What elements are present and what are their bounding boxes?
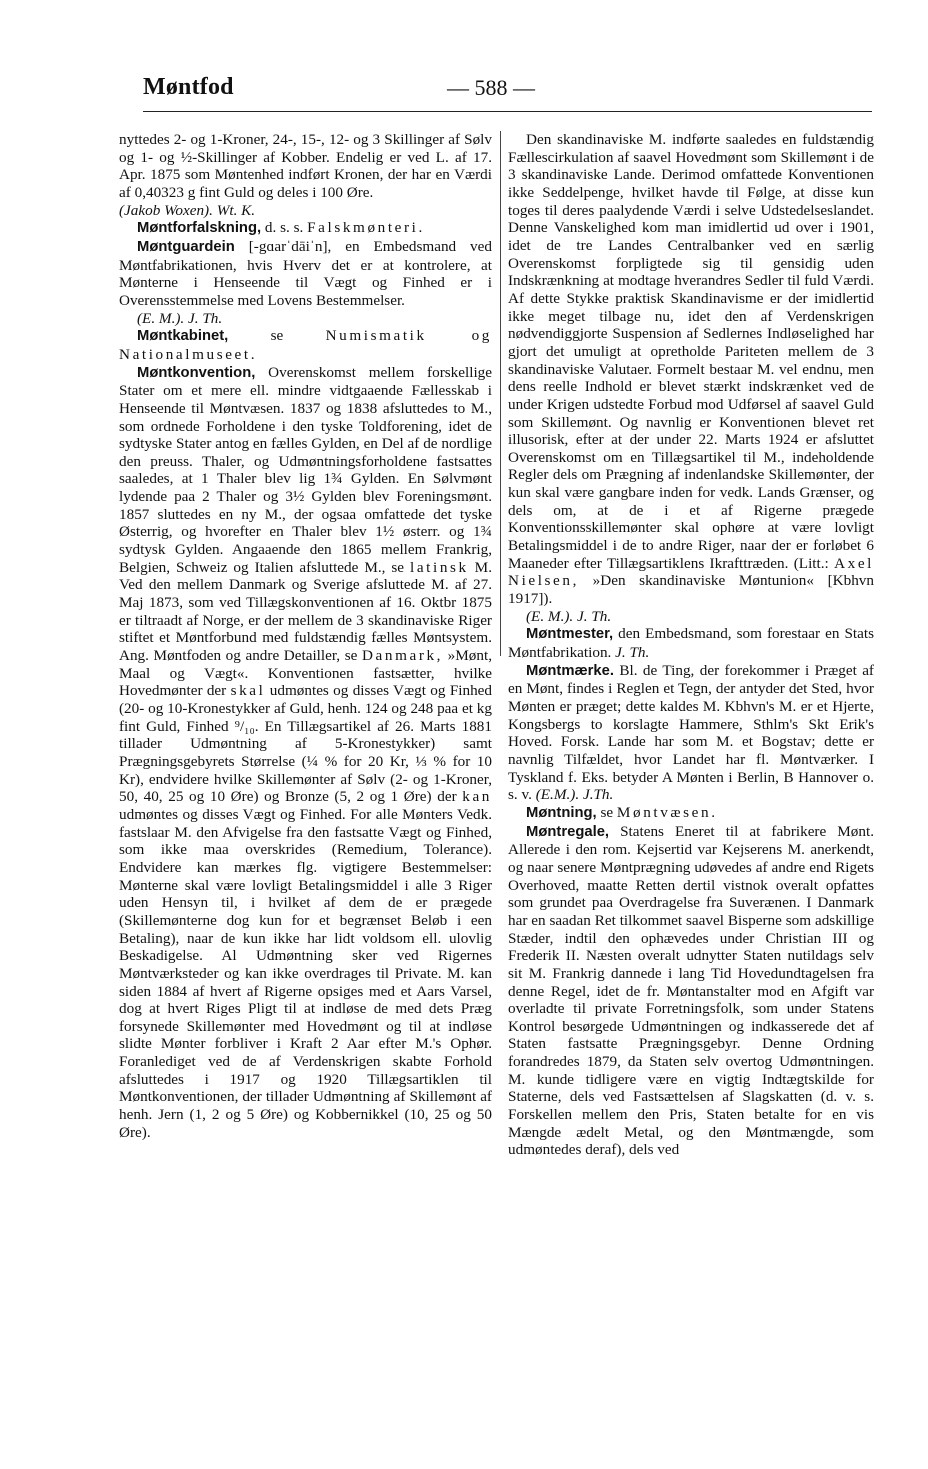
author-signature: (E.M.). J.Th. xyxy=(535,786,614,804)
continued-paragraph: nyttedes 2- og 1-Kroner, 24-, 15-, 12- og 3 Skillinger af Sølv og 1- og ½-Skillinger af Kobber. Endelig er ved L. af 17. Apr. 1875 som Møntenhed indført Kronen, der har en Værdi af 0,40323 g fint Guld og deles i 100 Øre. (Jakob Woxen). Wt. K. xyxy=(119,131,492,219)
author-signature: (Jakob Woxen). Wt. K. xyxy=(119,201,256,219)
entry-montmester: Møntmester, den Embedsmand, som forestaar en Stats Møntfabrikation. J. Th. xyxy=(508,625,874,662)
emphasis-spaced: kan xyxy=(462,788,492,806)
author-signature: J. Th. xyxy=(615,644,650,662)
header-rule xyxy=(143,111,872,112)
entry-headword: Møntregale, xyxy=(526,823,610,840)
author-signature: (E. M.). J. Th. xyxy=(137,309,223,327)
entry-montkabinet: Møntkabinet, se Numismatik og Nationalmuseet. xyxy=(119,327,492,363)
column-divider xyxy=(500,131,501,656)
entry-headword: Møntmærke. xyxy=(526,662,614,679)
right-column xyxy=(508,131,874,1159)
entry-montregale: Møntregale, Statens Eneret til at fabrikere Mønt. Allerede i den rom. Kejsertid var Kejserens M. anerkendt, og naar senere Møntprægning udøvedes af andre end Rigets Overhoved, maatte Retten dertil vistnok overalt opfattes som grundet paa Overdragelse fra Suverænen. I Danmark har en saadan Ret tilkommet saavel Bisperne som adskillige Stæder, indtil den ophævedes under Christian III og Frederik II. Næsten overalt udnytter Staten nutildags selv sit M. Frankrig dannede i lang Tid Hovedundtagelsen fra denne Regel, idet de fr. Møntanstalter mod en Afgift var overladte til private Forretningsfolk, som under Statens Kontrol besørgede Udmøntningen og indkasserede det af Staten fastsatte Prægningsgebyr. Denne Ordning forandredes 1879, da Staten selv overtog Udmøntningen. M. kunde tidligere være en vigtig Indtægtskilde for Staterne, dels ved Fastsættelsen af Slagskatten (d. v. s. Forskellen mellem den Pris, Staten betalte for en vis Mængde ædelt Metal, og den Møntmængde, som udmøntedes deraf), dels ved xyxy=(508,822,874,1159)
cross-reference: Danmark, xyxy=(361,647,444,665)
cross-reference: Numismatik og Nationalmuseet. xyxy=(119,327,492,363)
continued-paragraph: Den skandinaviske M. indførte saaledes en fuldstændig Fællescirkulation af saavel Hovedmønt som Skillemønt i de 3 skandinaviske Lande. Derimod omfattede Konventionen ikke Seddelpenge, hvilket havde til Følge, at disse kun toges til deres paalydende Værdi i selve Udstedelseslandet. Denne Vanskelighed kom man imidlertid ud over i 1901, idet de tre Landes Centralbanker ved en særlig Overenskomst forpligtede sig til gensidig uden Indskrænkning at modtage hverandres Sedler til fuld Værdi. Af dette Stykke praktisk Skandinavisme er der imidlertid ikke meget tilbage nu, idet den af Verdenskrigen nødvendiggjorte Suspension af Sedlernes Indløselighed har gjort det umuligt at opretholde Pariteten mellem de 3 skandinaviske Valutaer. Formelt bestaar M. vel endnu, men dens reelle Indhold er blevet stærkt indskrænket ved de under Krigen udstedte Forbud mod Udførsel af saavel Guld som Skillemønt. Og navnlig er Konventionen blevet ret illusorisk, efter at der under 22. Marts 1924 er afsluttet Overenskomst om en Tillægsartikel til M., indeholdende Regler dels om Prægning af indenlandske Skillemønter, der kun skal være gangbare inden for vedk. Lands Grænser, og dels om, at de i et af Rigerne prægede Konventionsskillemønter skal ophøre at være lovligt Betalingsmiddel i de to andre Riger, naar der er forløbet 6 Maaneder efter Tillægsartiklens Ikrafttræden. (Litt.: Axel Nielsen, »Den skandinaviske Møntunion« [Kbhvn 1917]). (E. M.). J. Th. xyxy=(508,131,875,625)
entry-headword: Møntmester, xyxy=(526,626,614,643)
entry-headword: Møntforfalskning, xyxy=(137,220,262,237)
running-head-title: Møntfod xyxy=(143,74,234,100)
page-number: — 588 — xyxy=(447,75,535,100)
entry-montforfalskning: Møntforfalskning, d. s. s. Falskmønteri. xyxy=(137,219,425,237)
cross-reference: latinsk xyxy=(410,558,469,576)
cross-reference: Møntvæsen. xyxy=(616,803,718,821)
author-signature: (E. M.). J. Th. xyxy=(526,607,612,625)
entry-montguardein: Møntguardein [-gɑarˈdāiˈn], en Embedsmand ved Møntfabrikationen, hvis Hverv det er at kontrolere, at Mønterne i Henseende til Vægt og Finhed er i Overensstemmelse med Lovens Bestemmelser. (E. M.). J. Th. xyxy=(119,237,492,327)
literature-author: Axel Nielsen, xyxy=(508,554,875,590)
entry-headword: Møntkabinet, xyxy=(137,328,229,345)
entry-montmaerke: Møntmærke. Bl. de Ting, der forekommer i Præget af en Mønt, findes i Reglen et Tegn, der antyder det Sted, hvor Mønten er præget; dette kaldes M. Kbhvn's M. er et Hjerte, Kongsbergs to korslagte Hammere, Sthlm's Skt Erik's Hoved. Forsk. Lande har som M. et Bogstav; dette er navnlig Tilfældet, hvor Landet har fl. Møntværker. I Tyskland f. Eks. betyder A Mønten i Berlin, B Hannover o. s. v. (E.M.). J.Th. xyxy=(508,661,874,804)
left-column xyxy=(119,131,492,1141)
emphasis-spaced: skal xyxy=(230,682,266,700)
page-header xyxy=(143,74,872,108)
entry-montkonvention: Møntkonvention, Overenskomst mellem forskellige Stater om et mere ell. mindre vidtgaaende Fællesskab i Henseende til Møntvæsen. 1837 og 1838 afsluttedes to M., som ordnede Forholdene i den tyske Toldforening, idet de sydtyske Stater antog en fælles Gylden, en Del af de nordlige den preuss. Thaler, og Udmøntningsforholdene fastsattes saaledes, at 1 Thaler blev lig 1¾ Gylden. En Sølvmønt lydende paa 2 Thaler og 3½ Gylden blev Foreningsmønt. 1857 sluttedes en ny M., der ogsaa omfattede det tyske Østerrig, og hvorefter en Thaler blev 1½ østerr. og 1¾ sydtysk Gylden. Angaaende den 1865 mellem Frankrig, Belgien, Schweiz og Italien afsluttede M., se latinsk M. Ved den mellem Danmark og Sverige afsluttede M. af 27. Maj 1873, som ved Tillægskonventionen af 16. Oktbr 1875 er tiltraadt af Norge, er der mellem de 3 skandinaviske Riger stiftet et Møntforbund med fuldstændig fælles Møntsystem. Ang. Møntfoden og andre Detailler, se Danmark, »Mønt, Maal og Vægt«. Konventionen fastsætter, hvilke Hovedmønter der skal udmøntes og disses Vægt og Finhed (20- og 10-Kronestykker af Guld, henh. 124 og 248 paa et kg fint Guld, Finhed ⁹/₁₀. En Tillægsartikel af 26. Marts 1881 tillader Udmøntning af 5-Kronestykker) samt Prægningsgebyrets Størrelse (¼ % for 20 Kr, ⅓ % for 10 Kr), endvidere hvilke Skillemønter af Sølv (2- og 1-Kroner, 50, 40, 25 og 10 Øre) og Bronze (5, 2 og 1 Øre) der kan udmøntes og disses Vægt og Finhed. For alle Mønters Vedk. fastslaar M. den Afvigelse fra den fastsatte Vægt og Finhed, som ikke maa overskrides (Remedium, Tolerance). Endvidere kan mærkes flg. vigtigere Bestemmelser: Mønterne skal være lovligt Betalingsmiddel i alle 3 Riger uden Hensyn til, i hvilket af dem de er prægede (Skillemønterne dog kun for et begrænset Beløb i een Betaling), naar de kun ikke har lidt voldsom ell. ulovlig Beskadigelse. Al Udmøntning sker ved Rigernes Møntværksteder og kan ikke overdrages til Private. M. kan siden 1884 af hvert af Rigerne opsiges med et Aars Varsel, dog at hvert Riges Pligt til at indløse de med dets Præg forsynede Skillemønter med Hovedmønt og til at indløse slidte Mønter forbliver i Kraft 2 Aar efter M.'s Ophør. Foranlediget ved de af Verdenskrigen skabte Forhold afsluttedes i 1917 og 1920 Tillægsartiklen til Møntkonventionen, der tillader Udmøntning af Skillemønt af henh. Jern (1, 2 og 5 Øre) og Kobbernikkel (10, 25 og 50 Øre). xyxy=(119,363,493,1141)
entry-headword: Møntning, xyxy=(526,804,597,821)
entry-montning: Møntning, se Møntvæsen. xyxy=(526,803,718,821)
entry-headword: Møntkonvention, xyxy=(137,364,256,381)
entry-headword: Møntguardein xyxy=(137,238,235,255)
cross-reference: Falskmønteri. xyxy=(307,219,425,237)
